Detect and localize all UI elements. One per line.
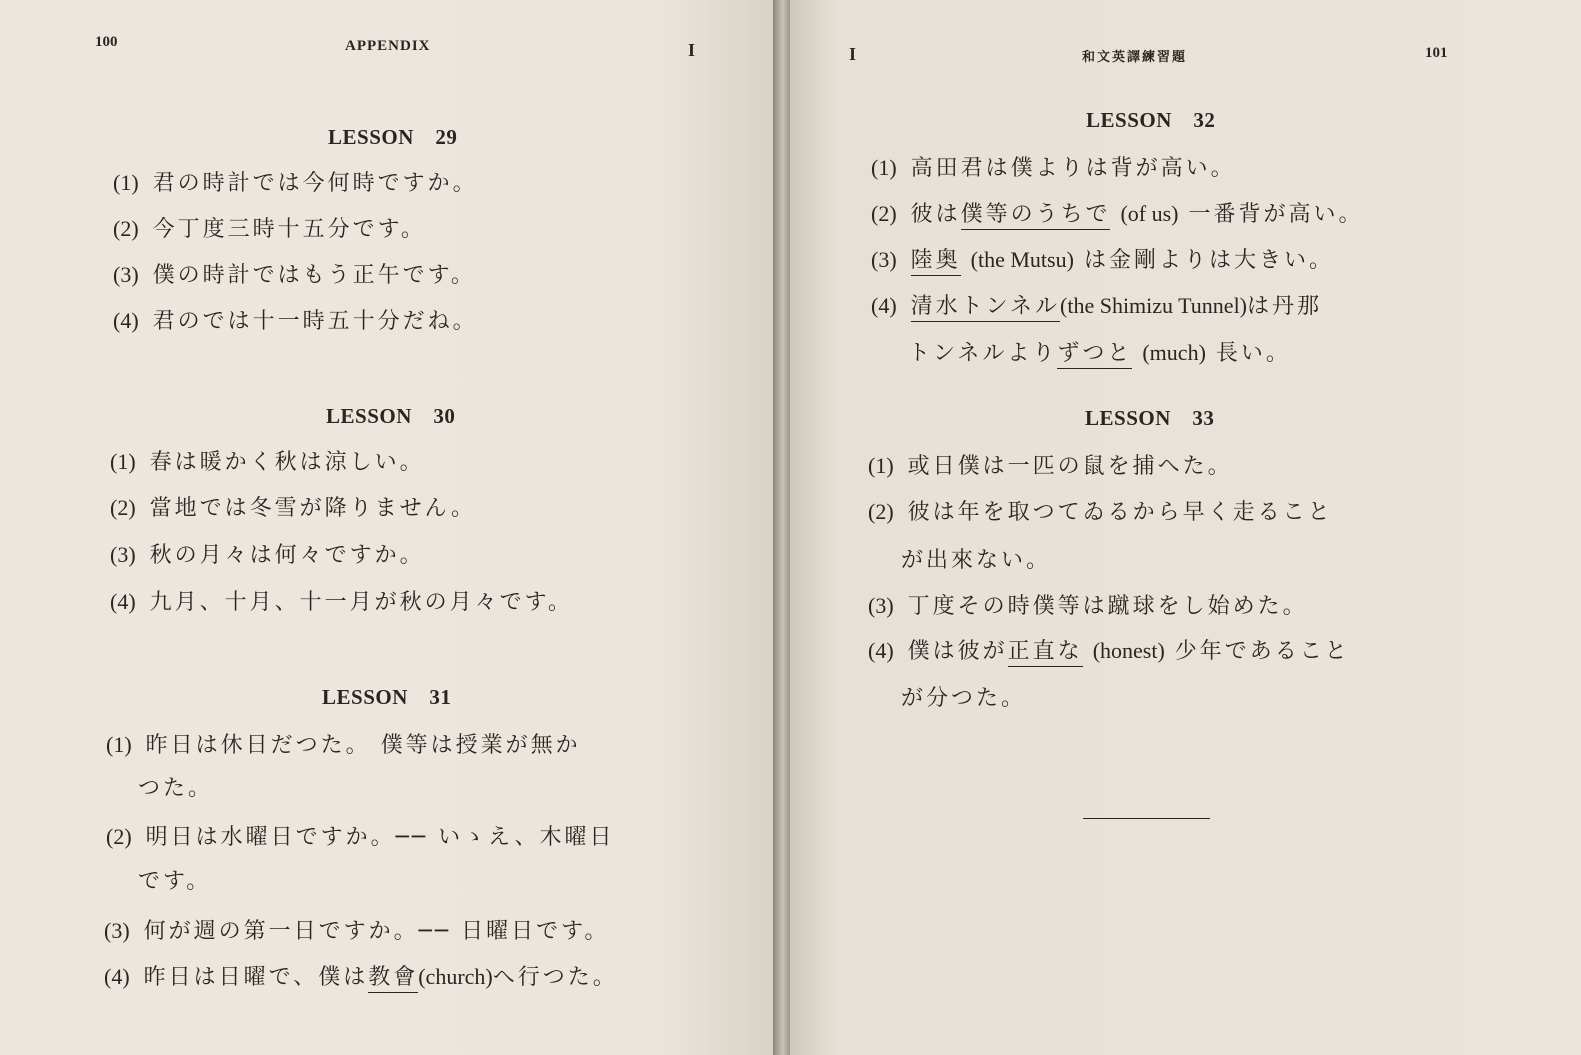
list-item-continuation: が分つた。: [901, 686, 1027, 711]
list-item: (1) 高田君は僕よりは背が高い。: [871, 155, 1236, 181]
list-item: (1) 昨日は休日だつた。 僕等は授業が無か: [106, 732, 581, 758]
list-item: (2) 明日は水曜日ですか。── いゝえ、木曜日: [106, 824, 615, 850]
list-item: (1) 春は暖かく秋は涼しい。: [110, 449, 425, 475]
right-page-number: 101: [1425, 45, 1448, 61]
list-item: (4) 九月、十月、十一月が秋の月々です。: [110, 589, 573, 615]
list-item: (4) 君のでは十一時五十分だね。: [113, 308, 478, 334]
lesson-31-title: LESSON 31: [322, 685, 452, 709]
lesson-30-title: LESSON 30: [326, 404, 456, 428]
list-item: (4) 僕は彼が正直な (honest) 少年であること: [868, 634, 1350, 665]
list-item: (3) 僕の時計ではもう正午です。: [113, 262, 476, 288]
book-gutter: [773, 0, 790, 1055]
list-item: (4) 昨日は日曜で、僕は教會(church)へ行つた。: [104, 960, 618, 991]
list-item: (3) 何が週の第一日ですか。── 日曜日です。: [104, 918, 610, 944]
left-page-number: 100: [95, 34, 118, 50]
right-section-mark: I: [849, 44, 857, 64]
list-item: (2) 彼は年を取つてゐるから早く走ること: [868, 499, 1333, 525]
underlined-term: ずつと: [1057, 341, 1132, 369]
list-item: (2) 今丁度三時十五分です。: [113, 216, 426, 242]
list-item: (2) 彼は僕等のうちで (of us) 一番背が高い。: [871, 197, 1364, 228]
list-item: (3) 陸奥 (the Mutsu) は金剛よりは大きい。: [871, 243, 1334, 274]
underlined-term: 正直な: [1008, 639, 1083, 667]
list-item: (2) 當地では冬雪が降りません。: [110, 495, 476, 521]
list-item-continuation: つた。: [138, 776, 214, 801]
list-item: (4) 清水トンネル(the Shimizu Tunnel)は丹那: [871, 289, 1322, 320]
end-rule: [1083, 818, 1210, 819]
left-page: [0, 0, 773, 1055]
list-item-continuation: です。: [138, 869, 212, 894]
lesson-29-title: LESSON 29: [328, 125, 458, 149]
list-item: (1) 君の時計では今何時ですか。: [113, 170, 478, 196]
left-section-mark: I: [688, 40, 696, 60]
right-running-head: 和文英譯練習題: [1082, 50, 1188, 65]
list-item: (1) 或日僕は一匹の鼠を捕へた。: [868, 453, 1233, 479]
list-item: (3) 秋の月々は何々ですか。: [110, 542, 425, 568]
lesson-32-title: LESSON 32: [1086, 108, 1216, 132]
underlined-term: 僕等のうちで: [961, 202, 1111, 230]
underlined-term: 陸奥: [911, 248, 961, 276]
underlined-term: 教會: [368, 965, 418, 993]
list-item: (3) 丁度その時僕等は蹴球をし始めた。: [868, 593, 1308, 619]
list-item-continuation: トンネルよりずつと (much) 長い。: [908, 336, 1291, 367]
underlined-term: 清水トンネル: [911, 294, 1060, 322]
list-item-continuation: が出來ない。: [901, 548, 1052, 573]
lesson-33-title: LESSON 33: [1085, 406, 1215, 430]
left-running-head: APPENDIX: [345, 38, 431, 54]
